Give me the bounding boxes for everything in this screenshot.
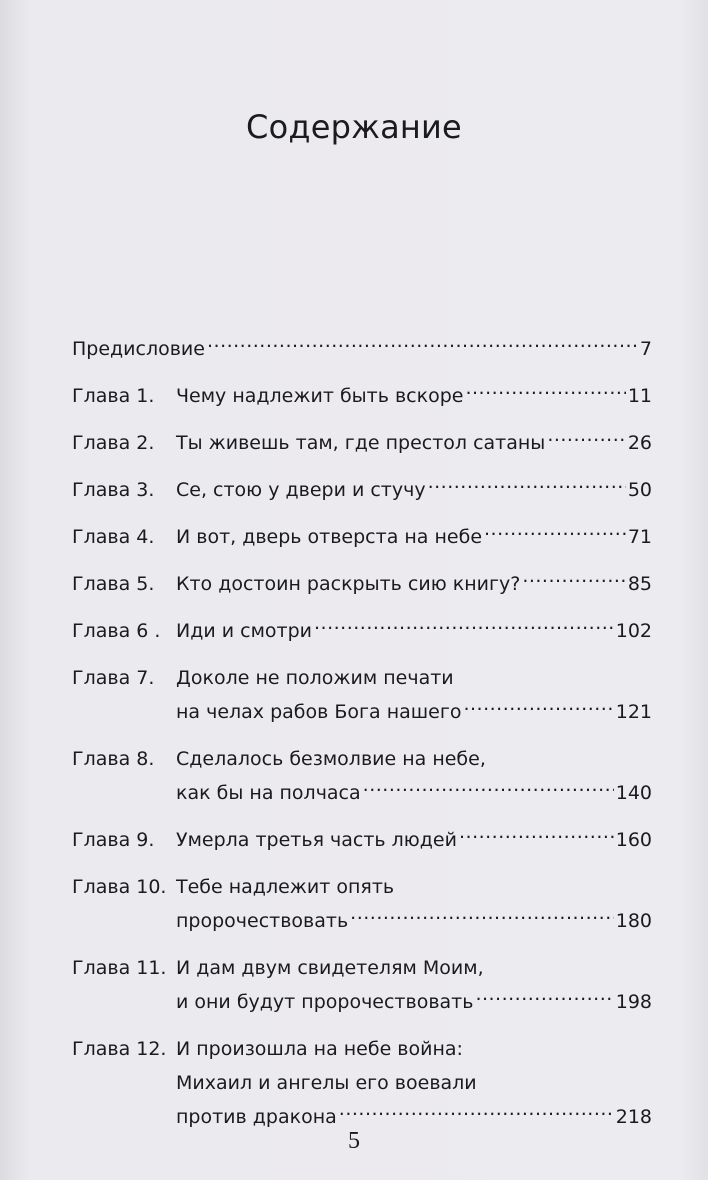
chapter-title-block bbox=[176, 473, 652, 507]
chapter-title-line bbox=[176, 661, 652, 695]
chapter-title-text: Кто достоин раскрыть сию книгу? bbox=[176, 573, 521, 595]
page-number: 5 bbox=[348, 1128, 360, 1154]
chapter-title-text: Тебе надлежит опять bbox=[176, 876, 395, 898]
chapter-title-block bbox=[176, 870, 652, 938]
toc-entry bbox=[72, 332, 652, 366]
chapter-page-number: 160 bbox=[615, 829, 652, 851]
chapter-title-text: Михаил и ангелы его воевали bbox=[176, 1072, 477, 1094]
dot-leader bbox=[459, 827, 614, 846]
chapter-page-number: 102 bbox=[615, 620, 652, 642]
chapter-title-text: против дракона bbox=[176, 1106, 337, 1128]
chapter-title-text: Сделалось безмолвие на небе, bbox=[176, 748, 486, 770]
chapter-title-line bbox=[176, 776, 652, 810]
chapter-title-block bbox=[176, 661, 652, 729]
toc-entry bbox=[72, 520, 652, 554]
chapter-title-line bbox=[176, 985, 652, 1019]
chapter-number: Глава 6 . bbox=[72, 620, 161, 642]
chapter-number: Глава 4. bbox=[72, 526, 155, 548]
chapter-title-block bbox=[176, 823, 652, 857]
chapter-title-line bbox=[176, 951, 652, 985]
chapter-page-number: 7 bbox=[639, 338, 652, 360]
chapter-title-line bbox=[176, 614, 652, 648]
dot-leader bbox=[463, 699, 613, 718]
dot-leader bbox=[522, 571, 626, 590]
chapter-page-number: 50 bbox=[627, 479, 652, 501]
chapter-title-line bbox=[176, 904, 652, 938]
chapter-title-block bbox=[176, 379, 652, 413]
chapter-page-number: 180 bbox=[615, 910, 652, 932]
chapter-title-line bbox=[176, 1066, 652, 1100]
chapter-title-line bbox=[176, 473, 652, 507]
toc-entry bbox=[72, 951, 652, 1019]
chapter-title-block bbox=[176, 520, 652, 554]
toc-entry bbox=[72, 379, 652, 413]
toc-entry bbox=[72, 823, 652, 857]
chapter-title-text: Се, стою у двери и стучу bbox=[176, 479, 426, 501]
chapter-number: Глава 9. bbox=[72, 829, 155, 851]
chapter-title-block bbox=[176, 426, 652, 460]
chapter-number: Глава 12. bbox=[72, 1038, 167, 1060]
chapter-title-block bbox=[176, 742, 652, 810]
chapter-title-text: как бы на полчаса bbox=[176, 782, 361, 804]
chapter-title-line bbox=[176, 695, 652, 729]
toc-entry bbox=[72, 567, 652, 601]
chapter-page-number: 140 bbox=[615, 782, 652, 804]
dot-leader bbox=[207, 336, 638, 355]
chapter-title-line bbox=[176, 520, 652, 554]
dot-leader bbox=[465, 383, 625, 402]
chapter-title-text: Иди и смотри bbox=[176, 620, 313, 642]
chapter-title-line bbox=[176, 567, 652, 601]
chapter-title-text: Умерла третья часть людей bbox=[176, 829, 457, 851]
dot-leader bbox=[350, 908, 614, 927]
chapter-number: Глава 11. bbox=[72, 957, 167, 979]
chapter-title-text: Ты живешь там, где престол сатаны bbox=[176, 432, 546, 454]
chapter-title-line bbox=[176, 426, 652, 460]
chapter-title-line bbox=[176, 823, 652, 857]
chapter-page-number: 26 bbox=[627, 432, 652, 454]
chapter-title-line bbox=[176, 1032, 652, 1066]
chapter-number: Глава 3. bbox=[72, 479, 155, 501]
chapter-page-number: 71 bbox=[627, 526, 652, 548]
dot-leader bbox=[314, 618, 614, 637]
chapter-number: Глава 8. bbox=[72, 748, 155, 770]
toc-entry bbox=[72, 661, 652, 729]
chapter-title-text: пророчествовать bbox=[176, 910, 349, 932]
chapter-number: Глава 2. bbox=[72, 432, 155, 454]
chapter-title-text: И дам двум свидетелям Моим, bbox=[176, 957, 484, 979]
chapter-title-text: И произошла на небе война: bbox=[176, 1038, 463, 1060]
chapter-title-line bbox=[176, 379, 652, 413]
toc-entry bbox=[72, 473, 652, 507]
chapter-page-number: 11 bbox=[627, 385, 652, 407]
chapter-title-text: и они будут пророчествовать bbox=[176, 991, 474, 1013]
chapter-page-number: 218 bbox=[615, 1106, 652, 1128]
toc-entry bbox=[72, 742, 652, 810]
dot-leader bbox=[484, 524, 626, 543]
dot-leader bbox=[339, 1104, 614, 1123]
chapter-title-block bbox=[176, 567, 652, 601]
dot-leader bbox=[363, 780, 614, 799]
toc-entry bbox=[72, 614, 652, 648]
chapter-title-block bbox=[176, 1032, 652, 1134]
dot-leader bbox=[547, 430, 626, 449]
chapter-title-text: Доколе не положим печати bbox=[176, 667, 454, 689]
chapter-page-number: 85 bbox=[627, 573, 652, 595]
page-title: Содержание bbox=[246, 108, 462, 146]
toc-entry bbox=[72, 1032, 652, 1134]
chapter-number: Глава 5. bbox=[72, 573, 155, 595]
chapter-title-text: на челах рабов Бога нашего bbox=[176, 701, 462, 723]
table-of-contents bbox=[72, 332, 652, 1147]
chapter-title-line bbox=[176, 870, 652, 904]
chapter-title-block bbox=[176, 951, 652, 1019]
chapter-title-text: И вот, дверь отверста на небе bbox=[176, 526, 483, 548]
chapter-title-line bbox=[176, 742, 652, 776]
toc-entry bbox=[72, 870, 652, 938]
chapter-title-block bbox=[176, 614, 652, 648]
chapter-page-number: 198 bbox=[615, 991, 652, 1013]
chapter-title-text: Предисловие bbox=[72, 338, 205, 360]
chapter-title-block bbox=[72, 332, 652, 366]
chapter-page-number: 121 bbox=[615, 701, 652, 723]
chapter-number: Глава 7. bbox=[72, 667, 155, 689]
dot-leader bbox=[475, 989, 613, 1008]
chapter-number: Глава 1. bbox=[72, 385, 155, 407]
dot-leader bbox=[428, 477, 626, 496]
chapter-title-text: Чему надлежит быть вскоре bbox=[176, 385, 464, 407]
chapter-title-line bbox=[72, 332, 652, 366]
toc-entry bbox=[72, 426, 652, 460]
chapter-number: Глава 10. bbox=[72, 876, 167, 898]
